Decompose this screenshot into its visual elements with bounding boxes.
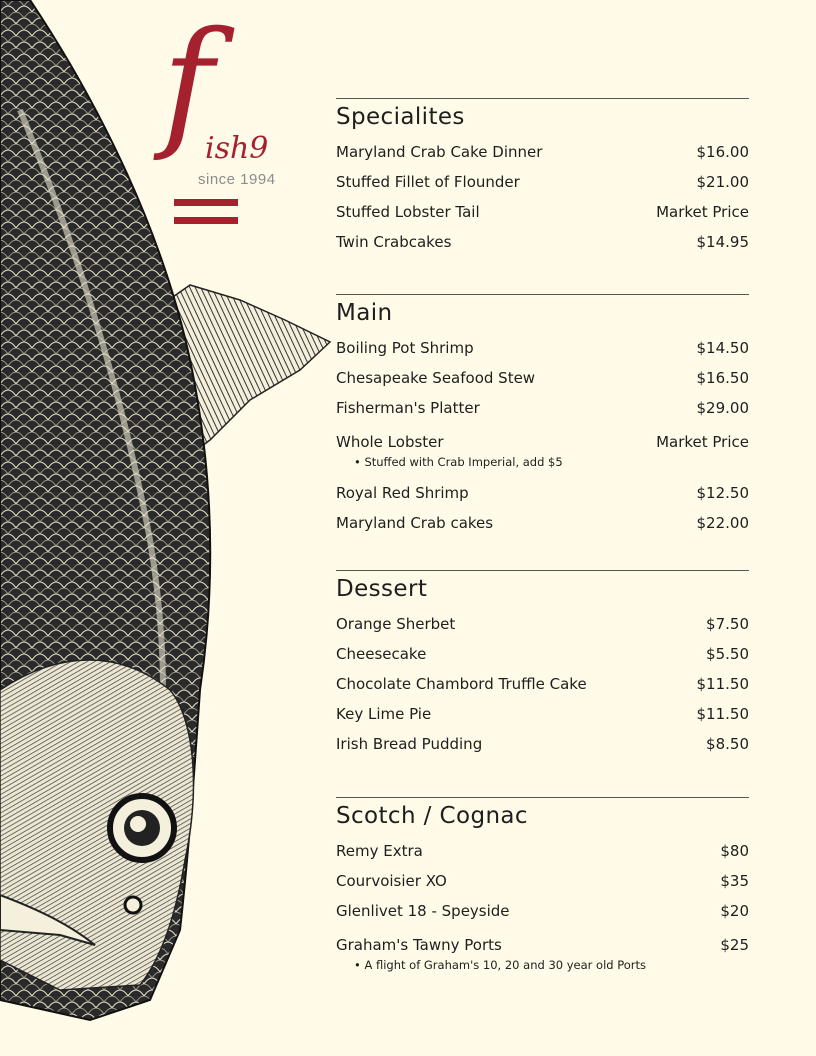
item-price: $14.95: [696, 233, 749, 251]
logo: [150, 2, 280, 238]
menu-item: [336, 167, 749, 197]
menu-section-main: [336, 294, 749, 538]
menu-item: [336, 836, 749, 866]
section-title: Dessert: [336, 576, 428, 602]
item-name: Maryland Crab Cake Dinner: [336, 143, 543, 161]
item-name: Maryland Crab cakes: [336, 514, 494, 532]
item-name: Cheesecake: [336, 645, 427, 663]
logo-wordmark: ish9: [205, 131, 269, 166]
menu-section-specialites: [336, 98, 749, 257]
section-title: Specialites: [336, 104, 465, 130]
logo-initial: f: [162, 2, 214, 165]
item-name: Stuffed Fillet of Flounder: [336, 173, 520, 191]
item-price: $7.50: [706, 615, 749, 633]
menu-item: [336, 137, 749, 167]
menu-item: [336, 934, 749, 956]
section-title: Scotch / Cognac: [336, 803, 528, 829]
item-price: Market Price: [656, 433, 749, 451]
item-name: Graham's Tawny Ports: [336, 936, 502, 954]
logo-since-text: since 1994: [198, 171, 276, 188]
item-price: $14.50: [696, 339, 749, 357]
menu-section-dessert: [336, 570, 749, 759]
section-title: Main: [336, 300, 393, 326]
menu-item: [336, 431, 749, 453]
item-price: $16.50: [696, 369, 749, 387]
menu-item: [336, 896, 749, 926]
logo-bar: [174, 217, 238, 224]
item-name: Fisherman's Platter: [336, 399, 480, 417]
item-name: Orange Sherbet: [336, 615, 456, 633]
item-name: Royal Red Shrimp: [336, 484, 469, 502]
item-name: Twin Crabcakes: [336, 233, 452, 251]
item-name: Chesapeake Seafood Stew: [336, 369, 536, 387]
menu-item: [336, 227, 749, 257]
menu-item: [336, 478, 749, 508]
item-name: Key Lime Pie: [336, 705, 432, 723]
menu-item: [336, 699, 749, 729]
item-price: $16.00: [696, 143, 749, 161]
item-name: Irish Bread Pudding: [336, 735, 483, 753]
menu-item: [336, 508, 749, 538]
item-name: Courvoisier XO: [336, 872, 447, 890]
item-price: $29.00: [696, 399, 749, 417]
item-price: $5.50: [706, 645, 749, 663]
item-price: $25: [720, 936, 749, 954]
item-price: $21.00: [696, 173, 749, 191]
item-price: $11.50: [696, 705, 749, 723]
item-name: Remy Extra: [336, 842, 423, 860]
menu-item: [336, 729, 749, 759]
item-price: $11.50: [696, 675, 749, 693]
menu-item: [336, 866, 749, 896]
menu-item: [336, 669, 749, 699]
menu-section-scotch-cognac: [336, 797, 749, 981]
menu-item: [336, 363, 749, 393]
menu-item: [336, 639, 749, 669]
item-price: $8.50: [706, 735, 749, 753]
item-name: Chocolate Chambord Truffle Cake: [336, 675, 587, 693]
item-name: Boiling Pot Shrimp: [336, 339, 474, 357]
item-price: $80: [720, 842, 749, 860]
item-price: $20: [720, 902, 749, 920]
menu-item: [336, 333, 749, 363]
item-price: Market Price: [656, 203, 749, 221]
item-price: $12.50: [696, 484, 749, 502]
item-note: • Stuffed with Crab Imperial, add $5: [354, 455, 563, 469]
item-name: Glenlivet 18 - Speyside: [336, 902, 510, 920]
menu-item: [336, 197, 749, 227]
menu-item: [336, 393, 749, 423]
menu-item: [336, 609, 749, 639]
item-name: Stuffed Lobster Tail: [336, 203, 480, 221]
item-name: Whole Lobster: [336, 433, 444, 451]
logo-bar: [174, 199, 238, 206]
item-price: $35: [720, 872, 749, 890]
item-note: • A flight of Graham's 10, 20 and 30 year old Ports: [354, 958, 647, 972]
item-price: $22.00: [696, 514, 749, 532]
